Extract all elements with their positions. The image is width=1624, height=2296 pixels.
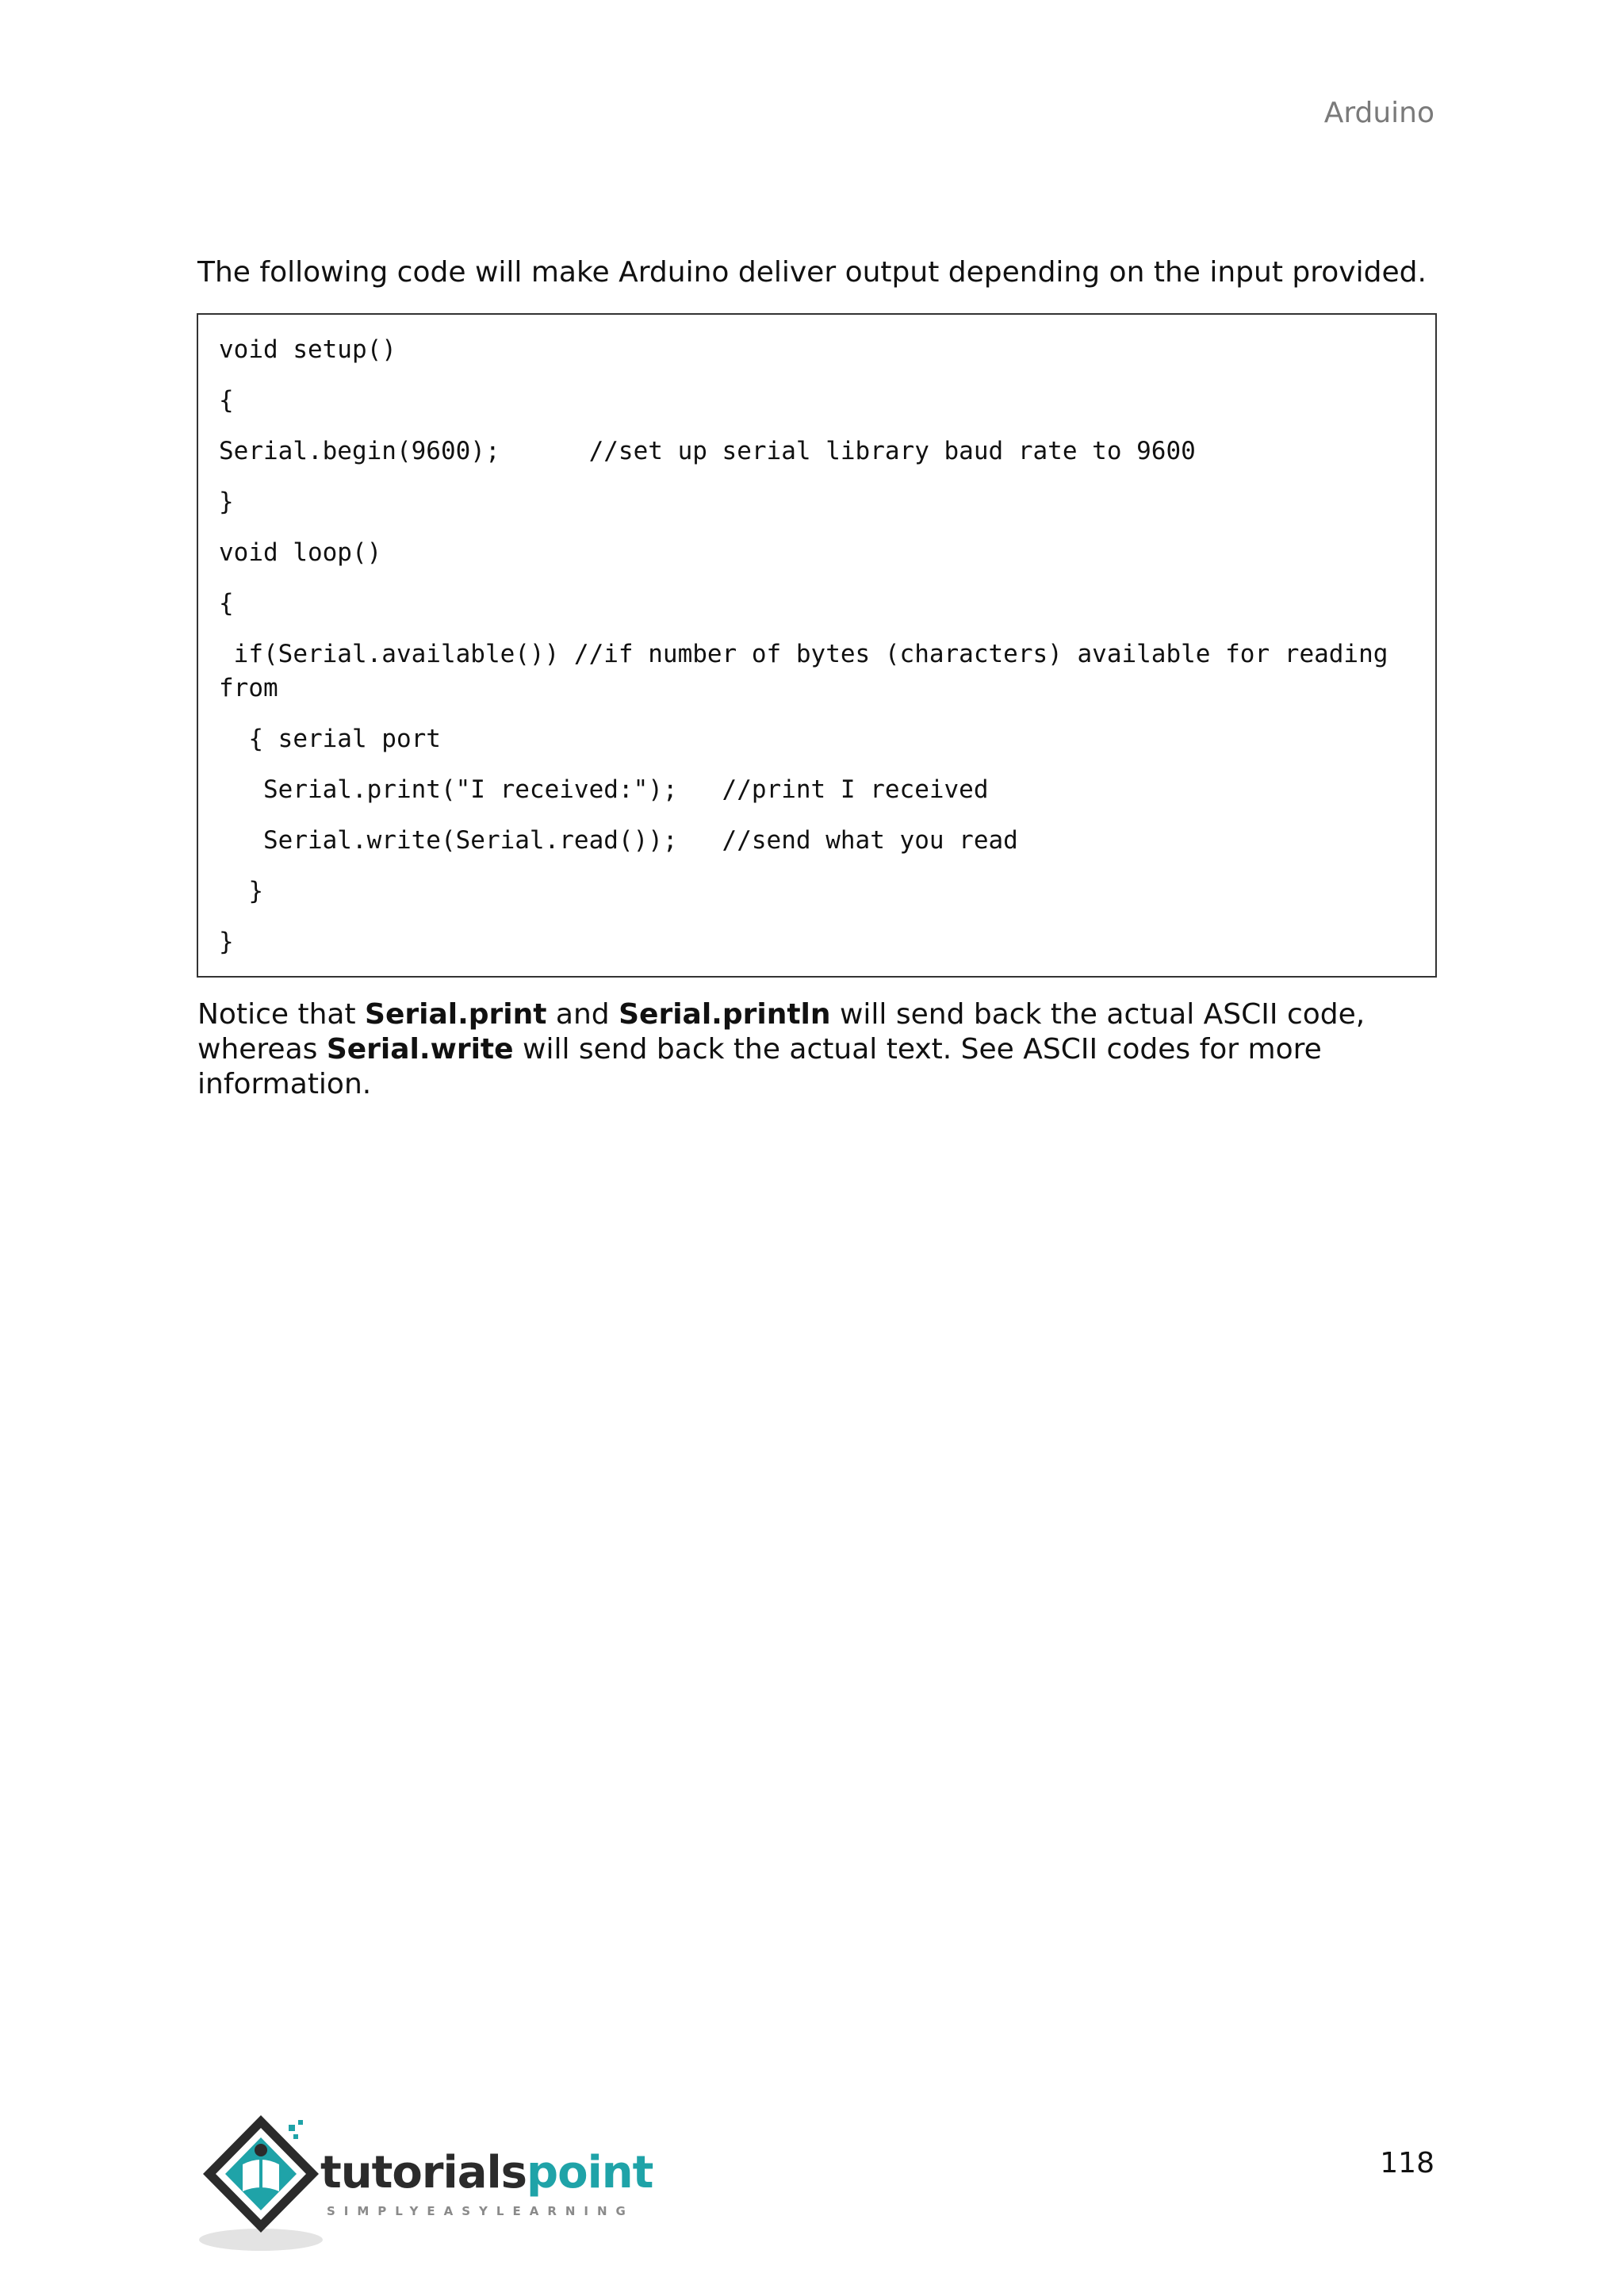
tutorialspoint-logo bbox=[193, 2109, 653, 2260]
notice-text: will send back the actual ASCII code, whereas bbox=[197, 998, 1365, 1066]
logo-wordmark bbox=[320, 2147, 653, 2198]
code-line: Serial.write(Serial.read()); //send what you read bbox=[219, 826, 1018, 855]
logo-word-point: point bbox=[527, 2147, 653, 2198]
code-line: } bbox=[219, 488, 234, 516]
code-line: void setup() bbox=[219, 335, 396, 364]
code-line: if(Serial.available()) //if number of bytes (characters) available for reading bbox=[219, 640, 1388, 668]
notice-bold-serial-println: Serial.println bbox=[619, 998, 831, 1031]
code-line: from bbox=[219, 674, 278, 702]
notice-bold-serial-print: Serial.print bbox=[365, 998, 547, 1031]
code-line: { bbox=[219, 589, 234, 618]
logo-tagline: SIMPLYEASYLEARNING bbox=[327, 2204, 634, 2218]
code-line: { serial port bbox=[219, 725, 441, 753]
code-block bbox=[197, 313, 1437, 978]
code-line: } bbox=[219, 877, 263, 905]
notice-text: and bbox=[546, 998, 619, 1031]
code-line: Serial.begin(9600); //set up serial library baud rate to 9600 bbox=[219, 437, 1196, 465]
notice-paragraph bbox=[197, 997, 1442, 1102]
notice-bold-serial-write: Serial.write bbox=[326, 1033, 514, 1066]
code-line: void loop() bbox=[219, 538, 382, 567]
running-header: Arduino bbox=[1323, 97, 1434, 129]
code-line: { bbox=[219, 386, 234, 415]
logo-word-tutorials: tutorials bbox=[320, 2147, 527, 2198]
intro-paragraph: The following code will make Arduino deliver output depending on the input provided. bbox=[197, 256, 1427, 289]
code-line: } bbox=[219, 928, 234, 956]
page-number: 118 bbox=[1380, 2147, 1434, 2179]
notice-text: will send back the actual text. See ASCII codes for more information. bbox=[197, 1033, 1322, 1100]
notice-text: Notice that bbox=[197, 998, 366, 1031]
logo-diamond-icon bbox=[193, 2109, 328, 2260]
code-line: Serial.print("I received:"); //print I received bbox=[219, 775, 989, 804]
